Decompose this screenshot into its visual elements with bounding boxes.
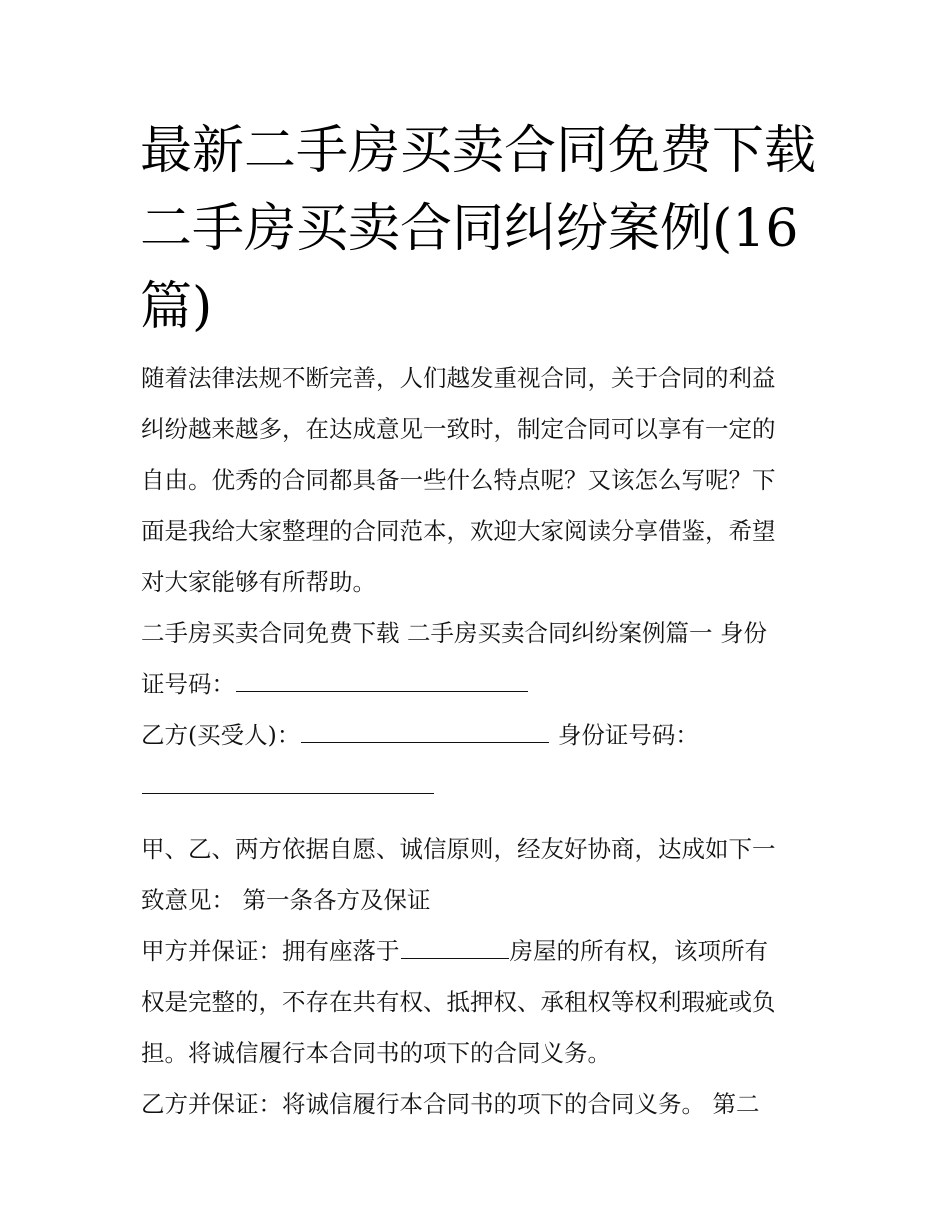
party-b-line bbox=[141, 710, 821, 761]
party-a-guarantee-paragraph bbox=[141, 926, 821, 1079]
intro-line-3: 自由。优秀的合同都具备一些什么特点呢？又该怎么写呢？下 bbox=[141, 466, 776, 494]
party-b-guarantee-line-1: 乙方并保证：将诚信履行本合同书的项下的合同义务。 第二 bbox=[141, 1090, 760, 1118]
id-number-label: 证号码： bbox=[141, 670, 235, 698]
intro-line-4: 面是我给大家整理的合同范本，欢迎大家阅读分享借鉴，希望 bbox=[141, 517, 776, 545]
id-number-line bbox=[141, 659, 821, 710]
party-b-id-line bbox=[141, 761, 821, 812]
id-number-blank bbox=[236, 667, 528, 692]
property-location-blank bbox=[401, 934, 509, 959]
agreement-paragraph bbox=[141, 824, 821, 926]
party-b-name-blank bbox=[301, 718, 549, 743]
document-body bbox=[141, 353, 821, 1130]
party-b-id-label: 身份证号码： bbox=[550, 721, 699, 749]
intro-line-2: 纠纷越来越多，在达成意见一致时，制定合同可以享有一定的 bbox=[141, 415, 776, 443]
party-b-paragraph bbox=[141, 710, 821, 812]
title-line-2: 二手房买卖合同纠纷案例(16 bbox=[140, 199, 799, 259]
intro-paragraph bbox=[141, 353, 821, 608]
party-a-line-2: 权是完整的，不存在共有权、抵押权、承租权等权利瑕疵或负 bbox=[141, 988, 776, 1016]
paragraph-gap bbox=[141, 812, 821, 824]
agreement-line-2: 致意见： 第一条各方及保证 bbox=[141, 886, 431, 914]
intro-line-1: 随着法律法规不断完善，人们越发重视合同，关于合同的利益 bbox=[141, 364, 776, 392]
title-line-1: 最新二手房买卖合同免费下载 bbox=[140, 121, 817, 181]
section-heading-paragraph bbox=[141, 608, 821, 710]
party-a-line-1 bbox=[141, 926, 821, 977]
party-a-prefix: 甲方并保证：拥有座落于 bbox=[141, 937, 400, 965]
party-b-id-blank bbox=[142, 769, 434, 794]
party-b-label: 乙方(买受人)： bbox=[141, 721, 301, 749]
party-b-guarantee-paragraph bbox=[141, 1079, 821, 1130]
party-a-suffix: 房屋的所有权，该项所有 bbox=[509, 937, 768, 965]
party-a-line-3: 担。将诚信履行本合同书的项下的合同义务。 bbox=[141, 1039, 611, 1067]
title-line-3: 篇) bbox=[140, 277, 213, 337]
section-line-1: 二手房买卖合同免费下载 二手房买卖合同纠纷案例篇一 身份 bbox=[141, 619, 767, 647]
agreement-line-1: 甲、乙、两方依据自愿、诚信原则，经友好协商，达成如下一 bbox=[141, 835, 776, 863]
intro-line-5: 对大家能够有所帮助。 bbox=[141, 568, 376, 596]
document-title bbox=[140, 112, 820, 346]
